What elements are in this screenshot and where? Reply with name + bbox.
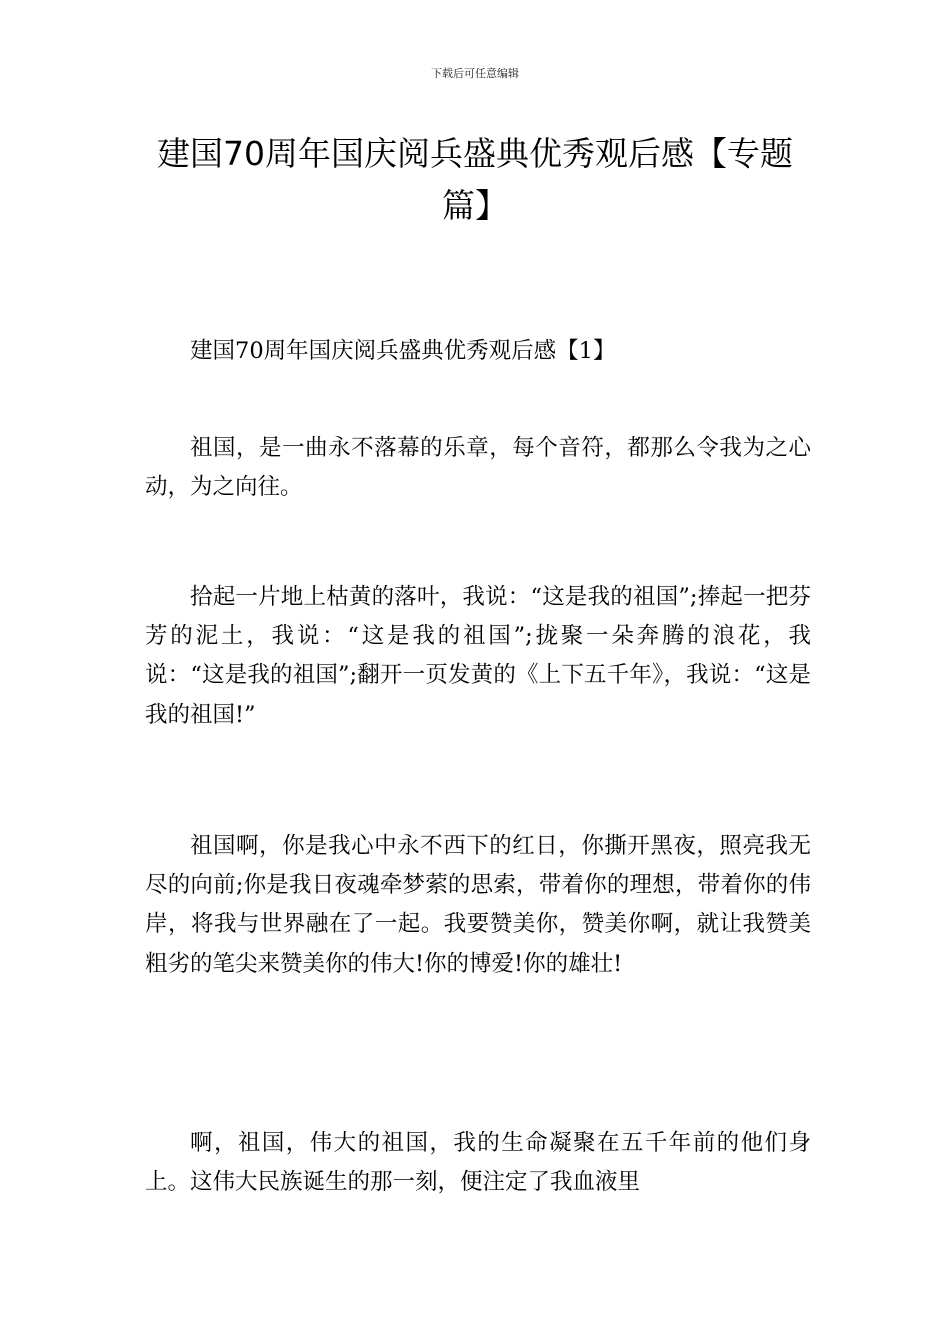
document-title: 建国70周年国庆阅兵盛典优秀观后感【专题篇】 [157, 134, 793, 225]
paragraph-1 [145, 429, 811, 507]
paragraph-2 [145, 578, 811, 735]
paragraph-text: 祖国，是一曲永不落幕的乐章，每个音符，都那么令我为之心动，为之向往。 [145, 435, 811, 501]
paragraph-3 [145, 827, 811, 984]
section-title-text: 建国70周年国庆阅兵盛典优秀观后感【1】 [190, 338, 616, 364]
section-title [145, 332, 811, 371]
header-note: 下载后可任意编辑 [431, 67, 519, 80]
paragraph-text: 祖国啊，你是我心中永不西下的红日，你撕开黑夜，照亮我无尽的向前;你是我日夜魂牵梦萦的思索，带着你的理想，带着你的伟岸，将我与世界融在了一起。我要赞美你，赞美你啊，就让我赞美粗劣的笔尖来赞美你的伟大!你的博爱!你的雄壮! [145, 833, 811, 977]
paragraph-text: 啊，祖国，伟大的祖国，我的生命凝聚在五千年前的他们身上。这伟大民族诞生的那一刻，便注定了我血液里 [145, 1130, 811, 1196]
paragraph-text: 拾起一片地上枯黄的落叶，我说：“这是我的祖国”;捧起一把芬芳的泥土，我说：“这是我的祖国”;拢聚一朵奔腾的浪花，我说：“这是我的祖国”;翻开一页发黄的《上下五千年》，我说：“这是我的祖国!” [145, 584, 811, 728]
paragraph-4 [145, 1124, 811, 1202]
